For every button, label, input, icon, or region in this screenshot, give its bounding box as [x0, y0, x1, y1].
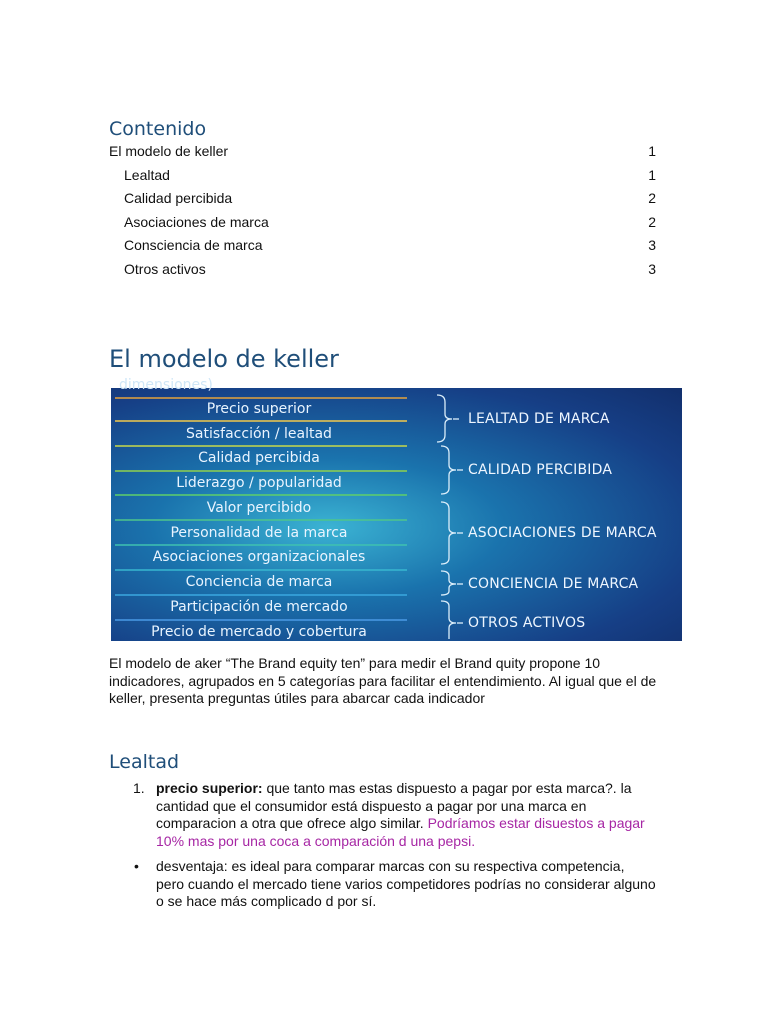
indicator-label: Conciencia de marca — [185, 574, 333, 590]
list-item — [156, 780, 656, 850]
category-label: ASOCIACIONES DE MARCA — [468, 525, 657, 541]
toc-entry[interactable] — [109, 188, 659, 212]
toc-entry-page: 1 — [648, 166, 656, 183]
toc-entry[interactable] — [109, 141, 659, 165]
indicator-label: Valor percibido — [206, 500, 312, 516]
section-heading-lealtad: Lealtad — [109, 751, 180, 773]
brand-equity-diagram — [111, 377, 682, 641]
section-heading-keller: El modelo de keller — [109, 345, 339, 373]
table-of-contents — [109, 141, 659, 282]
toc-entry-page: 2 — [648, 190, 656, 206]
list-number: 1. — [133, 780, 145, 796]
toc-entry-page: 3 — [648, 260, 656, 277]
indicator-label: Liderazgo / popularidad — [176, 475, 342, 491]
indicator-label: Precio superior — [206, 401, 312, 417]
bullet-icon: • — [134, 858, 139, 874]
toc-entry-page: 3 — [648, 237, 656, 253]
toc-entry[interactable] — [109, 212, 659, 236]
indicator-label: Asociaciones organizacionales — [152, 549, 366, 565]
diagram-cut-label: dimensiones) — [119, 377, 213, 393]
body-paragraph: El modelo de aker “The Brand equity ten” para medir el Brand quity propone 10 indicadores, agrupados en 5 categorías para facilitar el entendimiento. Al igual que el de keller, presenta preguntas útiles para abarcar cada indicador — [109, 655, 657, 706]
indicator-label: Satisfacción / lealtad — [186, 426, 332, 442]
toc-entry[interactable] — [109, 235, 659, 259]
list-item: desventaja: es ideal para comparar marcas con su respectiva competencia, pero cuando el mercado tiene varios competidores podrías no considerar alguno o se hace más complicado d por sí. — [156, 858, 656, 909]
list-item-text: que tanto mas estas dispuesto a pagar por esta marca?. la cantidad que el consumidor está dispuesto a pagar por una marca en comparacion a otra que ofrece algo similar. — [156, 780, 632, 831]
category-label: OTROS ACTIVOS — [468, 615, 586, 631]
toc-entry-label: Otros activos — [124, 260, 206, 277]
toc-entry-page: 2 — [648, 213, 656, 230]
indicator-label: Precio de mercado y cobertura — [151, 624, 367, 640]
category-label: CONCIENCIA DE MARCA — [468, 576, 639, 592]
category-label: CALIDAD PERCIBIDA — [468, 462, 613, 478]
toc-entry-label: Calidad percibida — [124, 190, 233, 206]
toc-title: Contenido — [109, 118, 207, 140]
toc-entry-label: Lealtad — [124, 166, 170, 183]
toc-entry-label: El modelo de keller — [109, 143, 229, 159]
list-item-highlight: Podríamos estar disuestos a pagar 10% mas por una coca a comparación d una pepsi. — [156, 815, 645, 849]
indicator-label: Calidad percibida — [198, 450, 320, 466]
toc-entry-page: 1 — [648, 143, 656, 159]
indicator-label: Participación de mercado — [170, 599, 348, 615]
list-item-term: precio superior: — [156, 780, 263, 796]
toc-entry-label: Consciencia de marca — [124, 237, 263, 253]
toc-entry-label: Asociaciones de marca — [124, 213, 269, 230]
indicator-label: Personalidad de la marca — [170, 525, 348, 541]
toc-entry[interactable] — [109, 165, 659, 189]
toc-entry[interactable] — [109, 259, 659, 283]
category-label: LEALTAD DE MARCA — [468, 411, 610, 427]
